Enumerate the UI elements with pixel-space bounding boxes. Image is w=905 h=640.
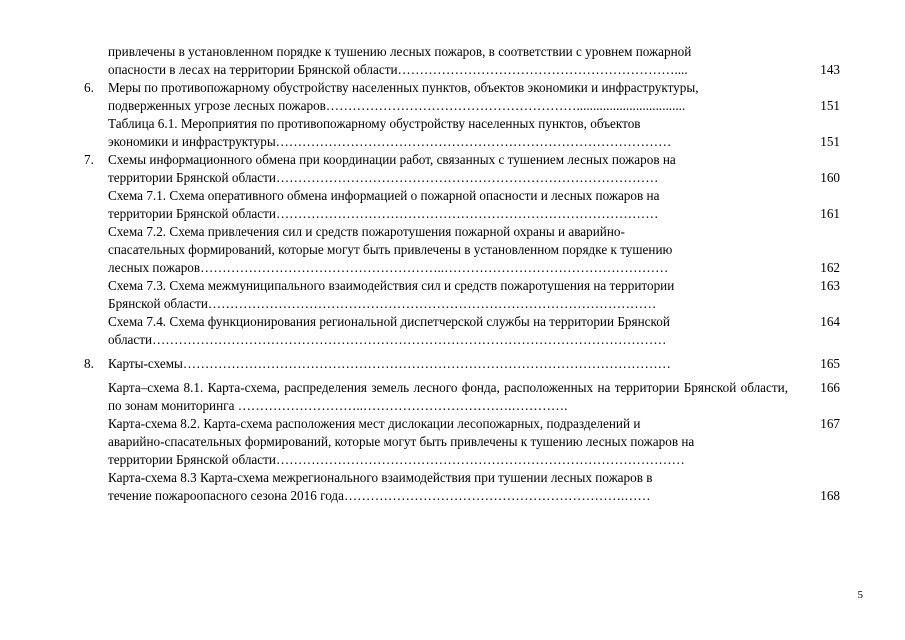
toc-entry-page: 164 (820, 314, 840, 329)
toc-entry-page: 163 (820, 278, 840, 293)
toc-entry-page: 166 (820, 380, 840, 395)
toc-entry-page: 151 (820, 98, 840, 113)
toc-entry-title: Схемы информационного обмена при координации работ, связанных с тушением лесных пожаров на территории Брянской области…………………………………………………………………………… (108, 152, 676, 185)
toc-entry (0, 379, 905, 415)
toc-entry-title: Карта-схема 8.2. Карта-схема расположения мест дислокации лесопожарных, подразделений и аварийно-спасательных формирований, которые могут быть привлечены к тушению лесных пожаров на территории Брянской области………………………………………………………………………………… (108, 416, 695, 467)
page-number: 5 (857, 589, 863, 601)
toc-entry (0, 415, 905, 469)
toc-entry (0, 313, 905, 349)
toc-entry-page: 167 (820, 416, 840, 431)
toc-entry (0, 223, 905, 277)
toc-entry-title: Меры по противопожарному обустройству населенных пунктов, объектов экономики и инфраструктуры, подверженных угрозе лесных пожаров…………………………………………………................................. (108, 80, 699, 113)
toc-entry-number: 8. (84, 356, 94, 371)
toc-entry-page: 162 (820, 260, 840, 275)
toc-entry-title: Карта-схема 8.3 Карта-схема межрегионального взаимодействия при тушении лесных пожаров в течение пожароопасного сезона 2016 года……………………………………………………….…… (108, 470, 653, 503)
toc-entry (0, 79, 905, 115)
toc-entry (0, 469, 905, 505)
toc-entry (0, 115, 905, 151)
toc-entry-title: Карта–схема 8.1. Карта-схема, распределения земель лесного фонда, расположенных на территории Брянской области, по зонам мониторинга ………………………..…………………………….…………. (108, 380, 788, 413)
toc-entry (0, 187, 905, 223)
toc-entry-title: Схема 7.1. Схема оперативного обмена информацией о пожарной опасности и лесных пожаров на территории Брянской области…………………………………………………………………………… (108, 188, 660, 221)
toc-entry-page: 151 (820, 134, 840, 149)
toc-entry-page: 165 (820, 356, 840, 371)
toc-entry-title: Схема 7.3. Схема межмуниципального взаимодействия сил и средств пожаротушения на территории Брянской области………………………………………………………………………………………… (108, 278, 675, 311)
toc-entry-number: 6. (84, 80, 94, 95)
toc-entry-page: 143 (820, 62, 840, 77)
toc-entry-title: Карты-схемы………………………………………………………………………………………………… (108, 356, 671, 371)
toc-entry (0, 43, 905, 79)
toc-entry-title: привлечены в установленном порядке к тушению лесных пожаров, в соответствии с уровнем пожарной опасности в лесах на территории Брянской области……………………………………………………….... (108, 44, 692, 77)
toc-entry-title: Таблица 6.1. Мероприятия по противопожарному обустройству населенных пунктов, объектов экономики и инфраструктуры……………………………………………………………………………… (108, 116, 672, 149)
toc-entry (0, 277, 905, 313)
toc-entry-title: Схема 7.4. Схема функционирования региональной диспетчерской службы на территории Брянской области……………………………………………………………………………………………………… (108, 314, 670, 347)
toc-entry (0, 355, 905, 373)
toc-entry-page: 168 (820, 488, 840, 503)
toc-entry (0, 151, 905, 187)
toc-entry-title: Схема 7.2. Схема привлечения сил и средств пожаротушения пожарной охраны и аварийно- спасательных формирований, которые могут быть привлечены в установленном порядке к тушению лесных пожаров………………………………………………..…………………………………………… (108, 224, 673, 275)
toc-entry-page: 160 (820, 170, 840, 185)
table-of-contents (0, 43, 905, 505)
toc-entry-page: 161 (820, 206, 840, 221)
toc-entry-number: 7. (84, 152, 94, 167)
